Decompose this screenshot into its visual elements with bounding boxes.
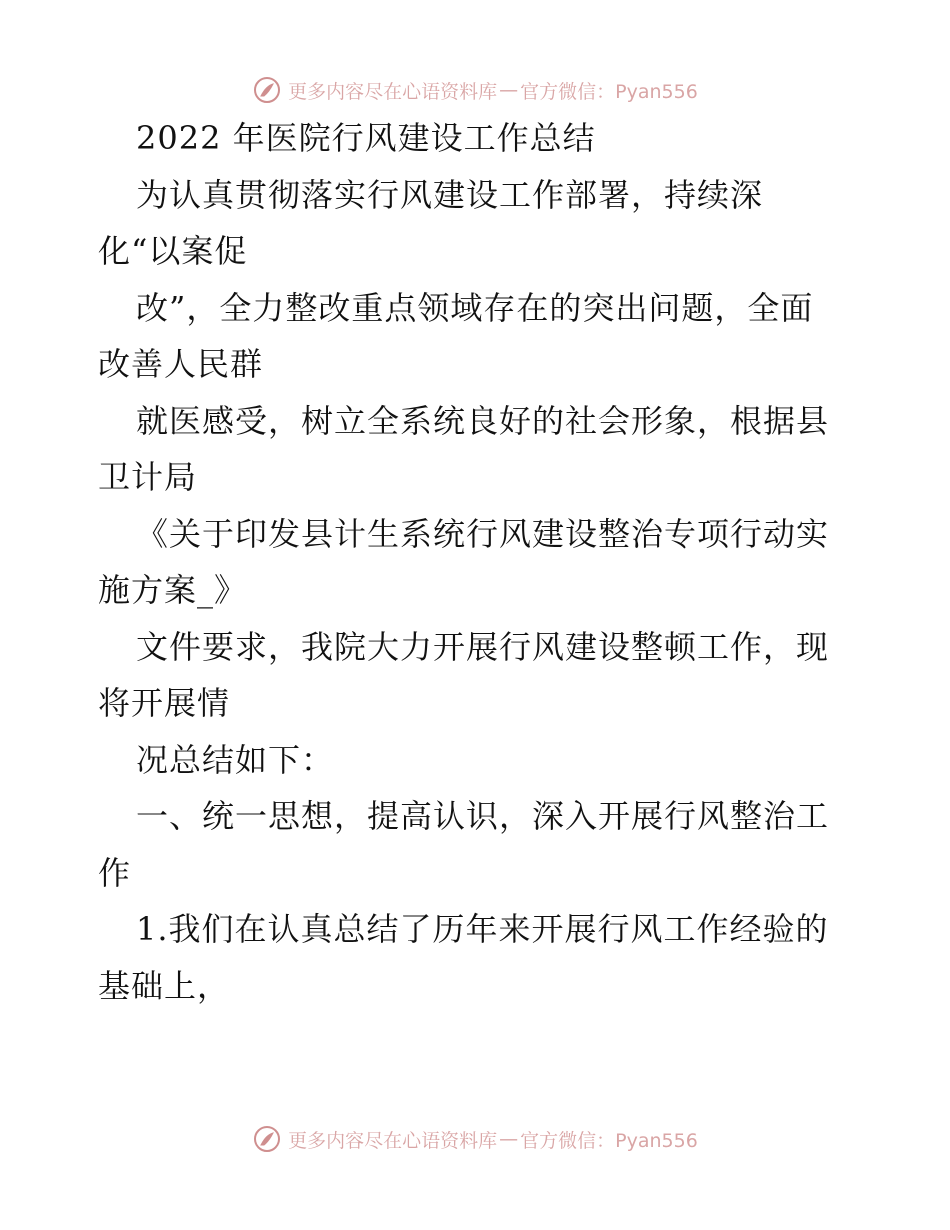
watermark-wechat: 官方微信：Pyan556	[520, 80, 698, 103]
text-line: 将开展情	[98, 684, 231, 722]
watermark-wechat: 官方微信：Pyan556	[520, 1129, 698, 1152]
text-line: 为认真贯彻落实行风建设工作部署，持续深	[136, 175, 764, 214]
watermark-separator: —	[499, 79, 519, 101]
document-body	[98, 119, 858, 1026]
watermark-separator: —	[499, 1128, 519, 1150]
watermark-text: 更多内容尽在心语资料库	[288, 80, 498, 103]
watermark-text: 更多内容尽在心语资料库	[288, 1129, 498, 1152]
text-line: 一、统一思想，提高认识，深入开展行风整治工	[136, 797, 830, 835]
text-line: 就医感受，树立全系统良好的社会形象，根据县	[136, 401, 830, 440]
text-line: 化“以案促	[98, 232, 248, 270]
text-line: 卫计局	[98, 458, 198, 496]
text-line: 文件要求，我院大力开展行风建设整顿工作，现	[136, 627, 830, 666]
text-line: 1.我们在认真总结了历年来开展行风工作经验的	[136, 910, 829, 948]
quill-logo-icon	[252, 75, 282, 105]
text-line: 况总结如下：	[136, 740, 335, 779]
quill-logo-icon	[252, 1124, 282, 1154]
text-line: 作	[98, 853, 132, 892]
text-line: 《关于印发县计生系统行风建设整治专项行动实	[136, 514, 830, 553]
text-line: 改善人民群	[98, 345, 264, 383]
text-line: 基础上，	[98, 966, 231, 1005]
footer-watermark	[0, 1119, 950, 1159]
document-title: 2022 年医院行风建设工作总结	[136, 119, 596, 157]
header-watermark	[0, 70, 950, 110]
text-line: 改”，全力整改重点领域存在的突出问题，全面	[136, 288, 814, 327]
text-line: 施方案_》	[98, 571, 248, 609]
